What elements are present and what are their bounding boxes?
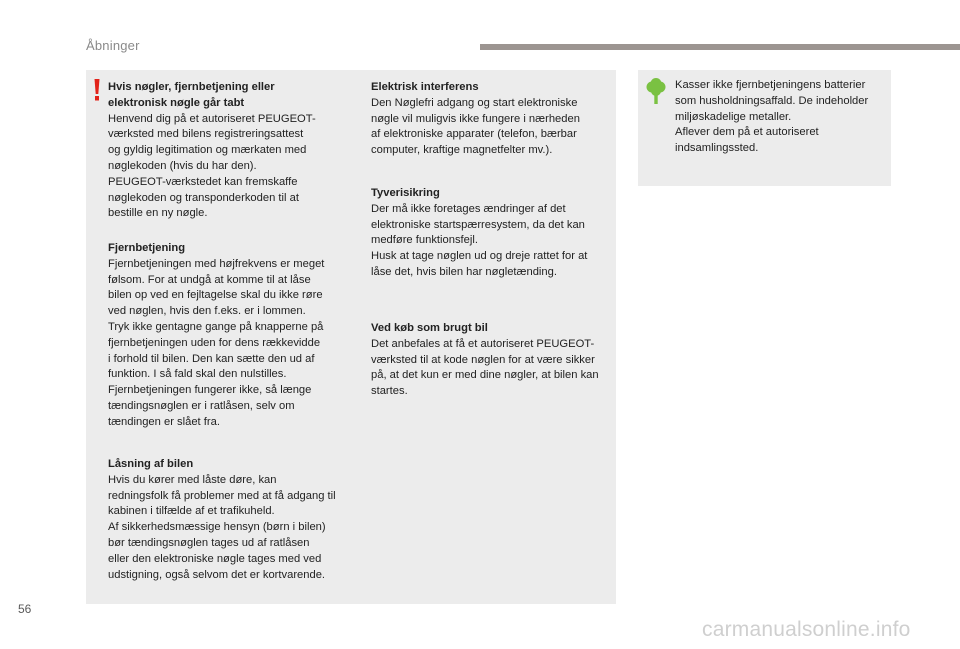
interference-text: Den Nøglefri adgang og start elektroniske nøgle vil muligvis ikke fungere i nærheden af elektroniske apparater (telefon, bærbar computer, kraftige magnetfelter mv.). xyxy=(371,96,580,157)
used-car-text: Det anbefales at få et autoriseret PEUGEOT- værksted til at kode nøglen for at være sikker på, at det kun er med dine nøgler, at bilen kan startes. xyxy=(371,337,599,398)
interference-block xyxy=(371,80,615,159)
section-title: Åbninger xyxy=(86,38,140,53)
lost-keys-text: Henvend dig på et autoriseret PEUGEOT- værksted med bilens registreringsattest og gyldig legitimation og mærkaten med nøglekoden (hvis du har den). PEUGEOT-værkstedet kan fremskaffe nøglekoden og transponderkoden til at bestille en ny nøgle. xyxy=(108,112,316,220)
watermark: carmanualsonline.info xyxy=(702,618,911,641)
battery-disposal-text: Kasser ikke fjernbetjeningens batterier som husholdningsaffald. De indeholder miljøskadelige metaller. Aflever dem på et autoriseret indsamlingssted. xyxy=(675,79,869,155)
warning-exclamation-icon xyxy=(93,79,101,101)
lost-keys-block xyxy=(108,80,358,222)
battery-disposal-block xyxy=(675,78,889,157)
used-car-heading: Ved køb som brugt bil xyxy=(371,322,488,334)
interference-heading: Elektrisk interferens xyxy=(371,81,479,93)
anti-theft-text: Der må ikke foretages ændringer af det elektroniske startspærresystem, da det kan medføre funktionsfejl. Husk at tage nøglen ud og dreje rattet for at låse det, hvis bilen har nøgletænding. xyxy=(371,202,588,278)
anti-theft-heading: Tyverisikring xyxy=(371,187,440,199)
remote-control-block xyxy=(108,241,358,431)
remote-control-heading: Fjernbetjening xyxy=(108,242,186,254)
remote-control-text: Fjernbetjeningen med højfrekvens er meget følsom. For at undgå at komme til at låse bilen op ved en fejltagelse skal du ikke røre ved nøglen, hvis den f.eks. er i lommen. Tryk ikke gentagne gange på knapperne på fjernbetjeningen uden for dens rækkevidde i forhold til bilen. Den kan sætte den ud af funktion. I så fald skal den nulstilles. Fjernbetjeningen fungerer ikke, så længe tændingsnøglen er i ratlåsen, selv om tændingen er slået fra. xyxy=(108,257,325,428)
locking-heading: Låsning af bilen xyxy=(108,458,194,470)
locking-block xyxy=(108,457,360,583)
header-bar xyxy=(480,44,960,50)
lost-keys-heading: Hvis nøgler, fjernbetjening eller elektronisk nøgle går tabt xyxy=(108,81,275,109)
page-number: 56 xyxy=(18,602,32,616)
tree-icon xyxy=(645,78,667,104)
locking-text: Hvis du kører med låste døre, kan redningsfolk få problemer med at få adgang til kabinen i tilfælde af et trafikuheld. Af sikkerhedsmæssige hensyn (børn i bilen) bør tændingsnøglen tages ud af ratlåsen eller den elektroniske nøgle tages med ved udstigning, også selvom det er kortvarende. xyxy=(108,473,336,581)
used-car-block xyxy=(371,321,615,400)
anti-theft-block xyxy=(371,186,615,281)
